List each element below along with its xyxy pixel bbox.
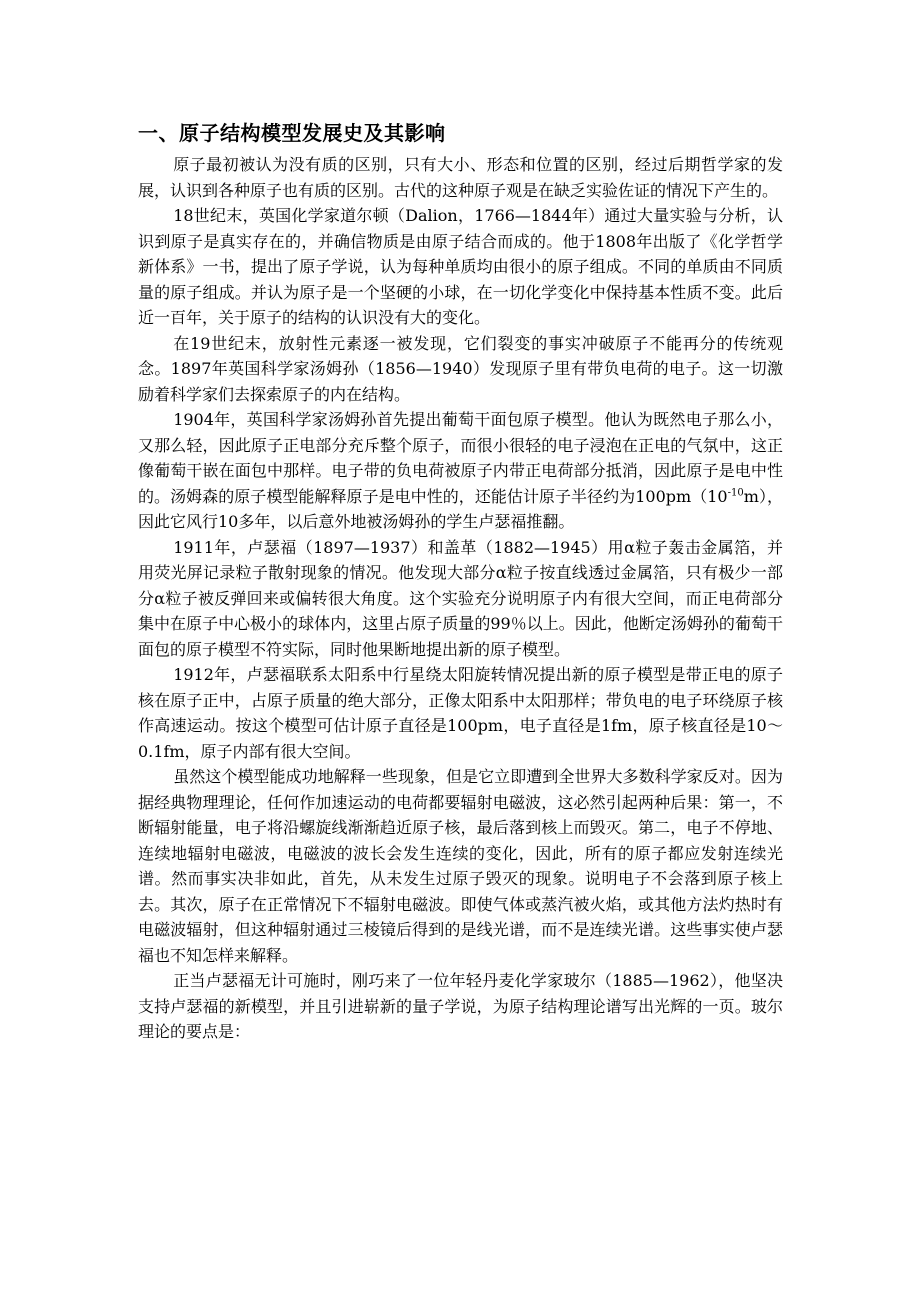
document-page: [138, 118, 783, 1045]
paragraph-4: [138, 407, 783, 535]
paragraph-2: 18世纪末，英国化学家道尔顿（Dalion，1766—1844年）通过大量实验与分析，认识到原子是真实存在的，并确信物质是由原子结合而成的。他于1808年出版了《化学哲学新体系》一书，提出了原子学说，认为每种单质均由很小的原子组成。不同的单质由不同质量的原子组成。并认为原子是一个坚硬的小球，在一切化学变化中保持基本性质不变。此后近一百年，关于原子的结构的认识没有大的变化。: [138, 206, 783, 327]
paragraph-6: 1912年，卢瑟福联系太阳系中行星绕太阳旋转情况提出新的原子模型是带正电的原子核在原子正中，占原子质量的绝大部分，正像太阳系中太阳那样；带负电的电子环绕原子核作高速运动。按这个模型可估计原子直径是100pm，电子直径是1fm，原子核直径是10～0.1fm，原子内部有很大空间。: [138, 665, 783, 761]
section-heading: 一、原子结构模型发展史及其影响: [138, 121, 446, 145]
paragraph-5: 1911年，卢瑟福（1897—1937）和盖革（1882—1945）用α粒子轰击金属箔，并用荧光屏记录粒子散射现象的情况。他发现大部分α粒子按直线透过金属箔，只有极少一部分α粒子被反弹回来或偏转很大角度。这个实验充分说明原子内有很大空间，而正电荷部分集中在原子中心极小的球体内，这里占原子质量的99％以上。因此，他断定汤姆孙的葡萄干面包的原子模型不符实际，同时他果断地提出新的原子模型。: [138, 537, 783, 659]
paragraph-4-text-after: m），因此它风行10多年，以后意外地被汤姆孙的学生卢瑟福推翻。: [138, 486, 783, 531]
paragraph-3: 在19世纪末，放射性元素逐一被发现，它们裂变的事实冲破原子不能再分的传统观念。1897年英国科学家汤姆孙（1856—1940）发现原子里有带负电荷的电子。这一切激励着科学家们去探索原子的内在结构。: [138, 333, 783, 404]
exponent-superscript: -10: [727, 487, 744, 499]
paragraph-1: 原子最初被认为没有质的区别，只有大小、形态和位置的区别，经过后期哲学家的发展，认识到各种原子也有质的区别。古代的这种原子观是在缺乏实验佐证的情况下产生的。: [138, 155, 783, 200]
paragraph-8: 正当卢瑟福无计可施时，刚巧来了一位年轻丹麦化学家玻尔（1885—1962），他坚决支持卢瑟福的新模型，并且引进崭新的量子学说，为原子结构理论谱写出光辉的一页。玻尔理论的要点是：: [138, 971, 783, 1041]
paragraph-7: 虽然这个模型能成功地解释一些现象，但是它立即遭到全世界大多数科学家反对。因为据经典物理理论，任何作加速运动的电荷都要辐射电磁波，这必然引起两种后果：第一，不断辐射能量，电子将沿螺旋线渐渐趋近原子核，最后落到核上而毁灭。第二，电子不停地、连续地辐射电磁波，电磁波的波长会发生连续的变化，因此，所有的原子都应发射连续光谱。然而事实决非如此，首先，从未发生过原子毁灭的现象。说明电子不会落到原子核上去。其次，原子在正常情况下不辐射电磁波。即使气体或蒸汽被火焰，或其他方法灼热时有电磁波辐射，但这种辐射通过三棱镜后得到的是线光谱，而不是连续光谱。这些事实使卢瑟福也不知怎样来解释。: [138, 767, 783, 965]
paragraph-4-text-before: 1904年，英国科学家汤姆孙首先提出葡萄干面包原子模型。他认为既然电子那么小，又那么轻，因此原子正电部分充斥整个原子，而很小很轻的电子浸泡在正电的气氛中，这正像葡萄干嵌在面包中那样。电子带的负电荷被原子内带正电荷部分抵消，因此原子是电中性的。汤姆森的原子模型能解释原子是电中性的，还能估计原子半径约为100pm（10: [138, 410, 783, 506]
